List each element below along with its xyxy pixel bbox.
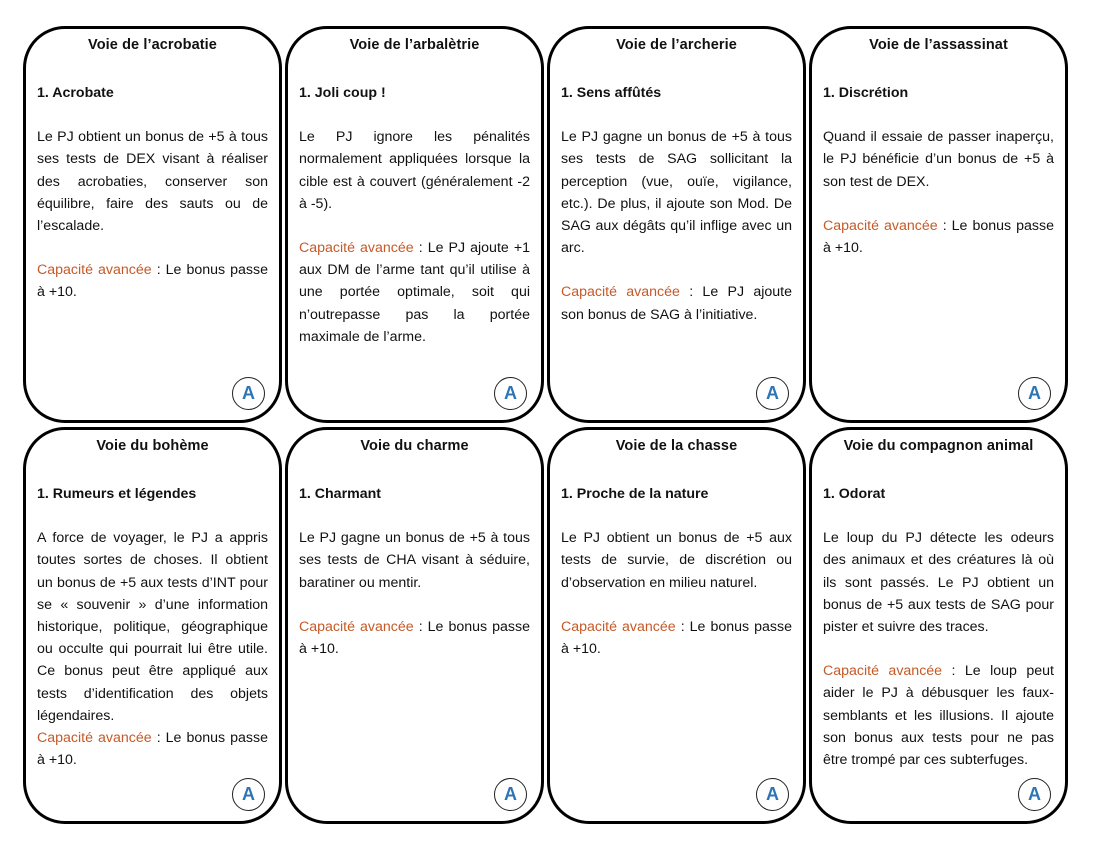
advanced-text: : Le bonus passe à +10.	[37, 262, 269, 301]
card-body	[299, 82, 530, 348]
card-voie-arbaletrie	[285, 26, 544, 423]
card-title: Voie de l’assassinat	[869, 37, 1008, 53]
card-title: Voie du charme	[360, 438, 469, 454]
a-badge-icon: A	[756, 377, 789, 410]
a-badge-icon: A	[494, 377, 527, 410]
advanced-ability	[823, 660, 1054, 771]
a-badge-icon: A	[232, 377, 265, 410]
ability-name: 1. Acrobate	[37, 85, 114, 101]
a-badge-icon: A	[1018, 377, 1051, 410]
advanced-label: Capacité avancée	[37, 730, 152, 747]
card-title: Voie de la chasse	[615, 438, 738, 454]
ability-name: 1. Charmant	[299, 486, 381, 502]
card-body	[37, 483, 268, 771]
advanced-label: Capacité avancée	[37, 262, 152, 279]
card-body	[37, 82, 268, 304]
ability-description: Le PJ ignore les pénalités normalement appliquées lorsque la cible est à couvert (généralement -2 à -5).	[299, 129, 530, 212]
advanced-label: Capacité avancée	[561, 618, 676, 635]
advanced-text: : Le loup peut aider le PJ à débusquer les faux-semblants et les illusions. Il ajoute son bonus aux tests pour ne pas être trompé par ces subterfuges.	[823, 663, 1054, 769]
advanced-text: : Le bonus passe à +10.	[299, 618, 531, 658]
advanced-ability	[561, 616, 792, 660]
ability-name: 1. Proche de la nature	[561, 486, 709, 502]
advanced-text: : Le bonus passe à +10.	[561, 618, 793, 658]
card-body	[823, 483, 1054, 771]
card-body	[561, 483, 792, 660]
ability-description: Le PJ gagne un bonus de +5 à tous ses tests de SAG sollicitant la perception (vue, ouïe, vigilance, etc.). De plus, il ajoute son Mod. De SAG aux dégâts qu’il inflige avec un arc.	[561, 129, 792, 257]
ability-description: Le PJ obtient un bonus de +5 à tous ses tests de DEX visant à réaliser des acrobaties, conserver son équilibre, faire des sauts ou de l’escalade.	[37, 129, 268, 235]
card-voie-boheme	[23, 427, 282, 824]
card-title: Voie de l’acrobatie	[88, 37, 217, 53]
card-body	[561, 82, 792, 326]
ability-description: A force de voyager, le PJ a appris toutes sortes de choses. Il obtient un bonus de +5 aux tests d’INT pour se « souvenir » d’une information historique, politique, géographique ou occulte qui pourrait lui être utile. Ce bonus peut être appliqué aux tests d’identification des objets légendaires.	[37, 530, 268, 724]
advanced-ability	[299, 616, 530, 660]
ability-name: 1. Discrétion	[823, 85, 909, 101]
ability-description: Le PJ obtient un bonus de +5 aux tests de survie, de discrétion ou d’observation en milieu naturel.	[561, 530, 792, 591]
card-title: Voie de l’archerie	[616, 37, 737, 53]
card-title: Voie de l’arbalètrie	[349, 37, 480, 53]
a-badge-icon: A	[232, 778, 265, 811]
advanced-label: Capacité avancée	[299, 618, 414, 635]
advanced-text: : Le PJ ajoute son bonus de SAG à l’initiative.	[561, 284, 792, 323]
card-title: Voie du bohème	[96, 438, 209, 454]
a-badge-icon: A	[1018, 778, 1051, 811]
card-voie-acrobatie	[23, 26, 282, 423]
card-body	[299, 483, 530, 660]
advanced-label: Capacité avancée	[823, 663, 943, 680]
a-badge-icon: A	[494, 778, 527, 811]
ability-description: Le PJ gagne un bonus de +5 à tous ses tests de CHA visant à séduire, baratiner ou mentir.	[299, 530, 530, 591]
ability-description: Quand il essaie de passer inaperçu, le PJ bénéficie d’un bonus de +5 à son test de DEX.	[823, 129, 1054, 190]
card-voie-chasse	[547, 427, 806, 824]
card-voie-archerie	[547, 26, 806, 423]
ability-description: Le loup du PJ détecte les odeurs des animaux et des créatures là où ils sont passés. Le PJ obtient un bonus de +5 aux tests de SAG pour pister et suivre des traces.	[823, 530, 1054, 636]
advanced-ability	[299, 237, 530, 348]
ability-name: 1. Joli coup !	[299, 85, 386, 101]
advanced-ability	[823, 215, 1054, 259]
ability-name: 1. Odorat	[823, 486, 886, 502]
card-voie-compagnon-animal	[809, 427, 1068, 824]
advanced-text: : Le PJ ajoute +1 aux DM de l’arme tant qu’il utilise à une portée optimale, soit qui n’outrepasse pas la portée maximale de l’arme.	[299, 240, 531, 345]
a-badge-icon: A	[756, 778, 789, 811]
advanced-ability	[561, 281, 792, 325]
ability-name: 1. Sens affûtés	[561, 85, 662, 101]
advanced-label: Capacité avancée	[561, 284, 680, 301]
advanced-text: : Le bonus passe à +10.	[37, 730, 269, 769]
card-body	[823, 82, 1054, 259]
advanced-label: Capacité avancée	[299, 240, 414, 257]
advanced-label: Capacité avancée	[823, 217, 938, 234]
card-title: Voie du compagnon animal	[843, 438, 1034, 454]
advanced-ability	[37, 259, 268, 303]
card-voie-assassinat	[809, 26, 1068, 423]
advanced-text: : Le bonus passe à +10.	[823, 217, 1055, 257]
card-voie-charme	[285, 427, 544, 824]
card-sheet	[23, 26, 1068, 826]
advanced-ability	[37, 727, 268, 771]
ability-name: 1. Rumeurs et légendes	[37, 486, 197, 502]
